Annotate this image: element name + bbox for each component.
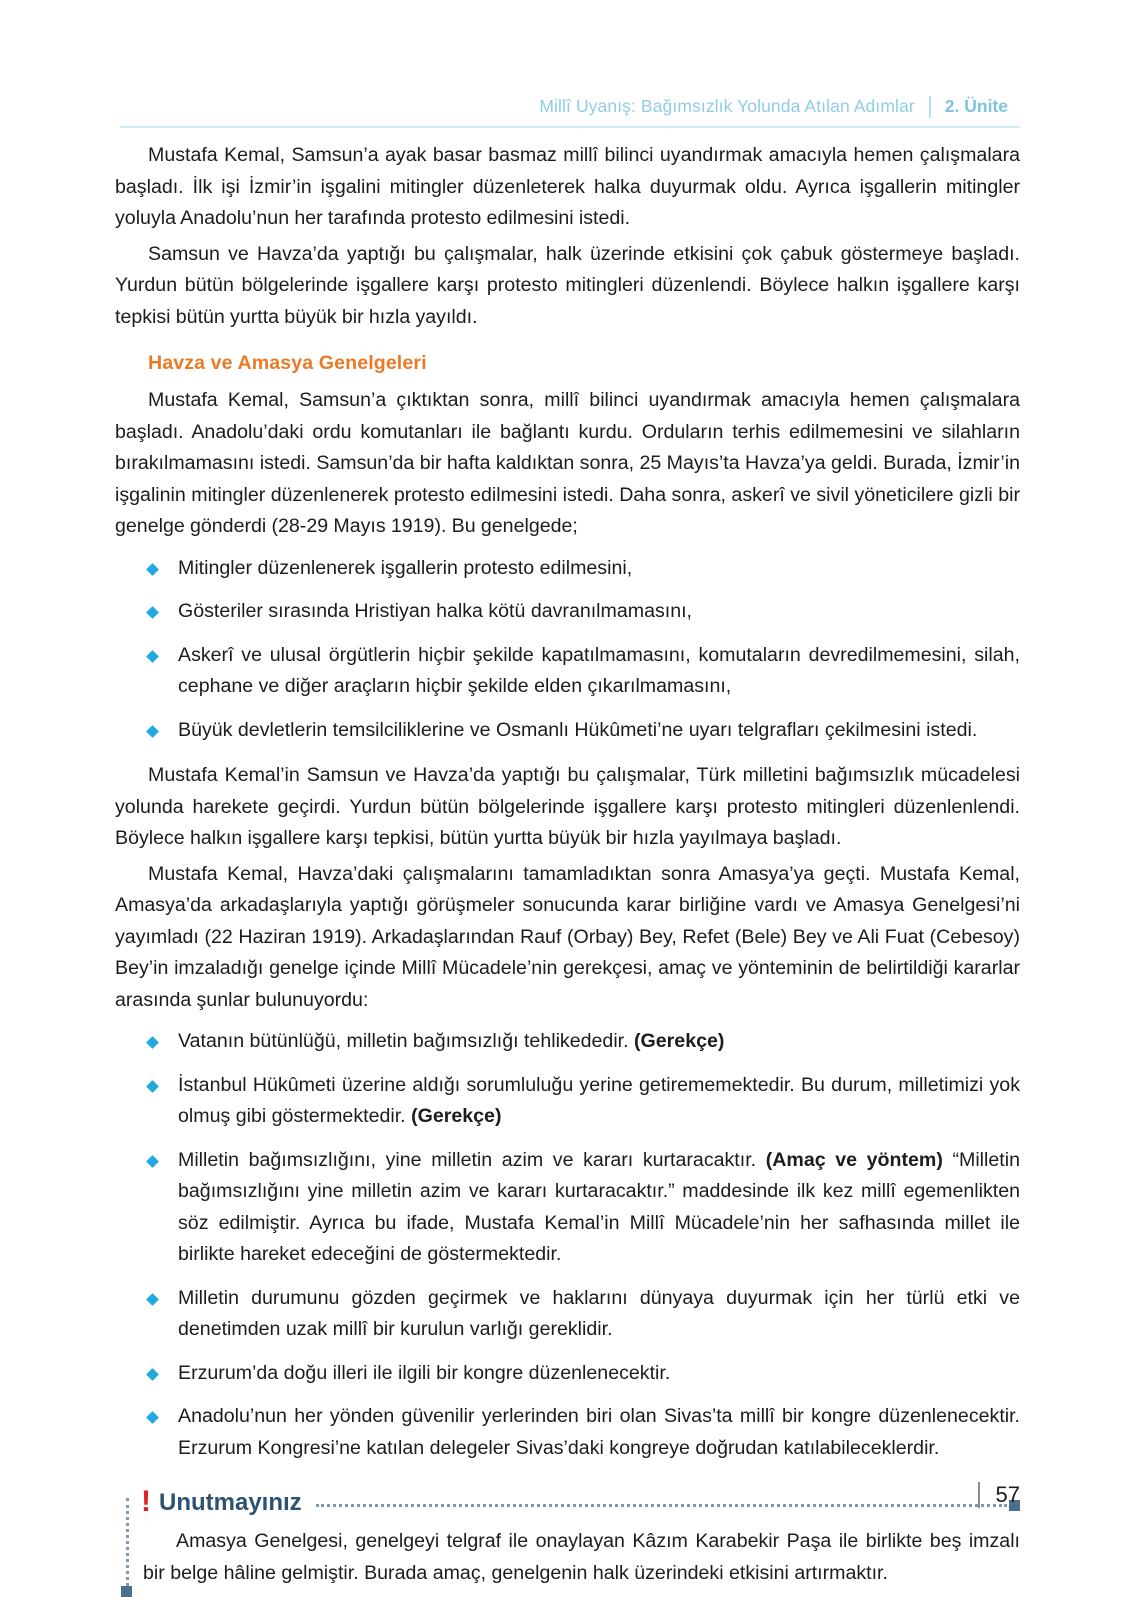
- paragraph-4: Mustafa Kemal’in Samsun ve Havza’da yaptığı bu çalışmalar, Türk milletini bağımsızlık mücadelesi yolunda harekete geçirdi. Yurdun bütün bölgelerinde işgallere karşı protesto mitingleri düzenlenlendi. Böylece halkın işgallere karşı tepkisi, bütün yurtta büyük bir hızla yayılmaya başladı.: [115, 764, 1020, 849]
- paragraph-3: Mustafa Kemal, Samsun’a çıktıktan sonra, millî bilinci uyandırmak amacıyla hemen çalışmalara başladı. Anadolu’daki ordu komutanları ile bağlantı kurdu. Orduların terhis edilmemesini ve silahların bırakılmamasını istedi. Samsun’da bir hafta kaldıktan sonra, 25 Mayıs’ta Havza’ya geldi. Burada, İzmir’in işgalinin mitingler düzenlenerek protesto edilmesini istedi. Daha sonra, askerî ve sivil yöneticilere gizli bir genelge gönderdi (28-29 Mayıs 1919). Bu genelgede;: [115, 389, 1020, 537]
- header-inner: [539, 96, 1008, 118]
- list-item-emphasis: (Gerekçe): [634, 1030, 725, 1052]
- header-divider: [929, 96, 931, 118]
- list-item: [115, 1358, 1020, 1390]
- diamond-bullet-icon: [146, 1080, 159, 1093]
- list-item-text: Milletin bağımsızlığını, yine milletin azim ve kararı kurtaracaktır.: [178, 1148, 766, 1171]
- footer-divider: [978, 1482, 980, 1508]
- list-item-text: Askerî ve ulusal örgütlerin hiçbir şekilde kapatılmamasını, komutaların devredilmemesini, silah, cephane ve diğer araçların hiçbir şekilde elden çıkarılmamasını,: [178, 643, 1020, 697]
- callout-text: Amasya Genelgesi, genelgeyi telgraf ile onaylayan Kâzım Karabekir Paşa ile birlikte beş imzalı bir belge hâline gelmiştir. Burada amaç, genelgenin halk üzerindeki etkisini artırmaktır.: [143, 1530, 1020, 1584]
- list-item: [115, 596, 1020, 628]
- callout-left-border: [126, 1498, 129, 1593]
- diamond-bullet-icon: [146, 1411, 159, 1424]
- diamond-bullet-icon: [146, 1036, 159, 1049]
- diamond-bullet-icon: [146, 650, 159, 663]
- list-item: [115, 1145, 1020, 1271]
- list-item-text-after: “Milletin bağımsızlığını yine milletin azim ve kararı kurtaracaktır.” maddesinde ilk kez millî egemenlikten söz edilmiştir. Ayrıca bu ifade, Mustafa Kemal’in Millî Mücadele’nin her safhasında millet ile birlikte hareket edeceğini de göstermektedir.: [178, 1148, 1020, 1265]
- header-unit-title: Millî Uyanış: Bağımsızlık Yolunda Atılan Adımlar: [539, 96, 915, 116]
- header-rule: [120, 126, 1020, 128]
- amasya-genelgesi-list: [115, 1026, 1020, 1464]
- list-item-text: Vatanın bütünlüğü, milletin bağımsızlığı tehlikededir.: [178, 1030, 635, 1052]
- callout-body: [141, 1526, 1020, 1589]
- list-item-text: Mitingler düzenlenerek işgallerin protesto edilmesini,: [178, 556, 633, 579]
- page-footer: [0, 1482, 1140, 1508]
- diamond-bullet-icon: [146, 1293, 159, 1306]
- list-item-text: Erzurum’da doğu illeri ile ilgili bir kongre düzenlenecektir.: [178, 1361, 671, 1384]
- callout-title: Unutmayınız: [159, 1489, 302, 1516]
- list-item: [115, 1070, 1020, 1133]
- list-item: [115, 553, 1020, 585]
- list-item-text: Milletin durumunu gözden geçirmek ve haklarını dünyaya duyurmak için her türlü etki ve denetimden uzak millî bir kurulun varlığı gereklidir.: [178, 1286, 1020, 1340]
- diamond-bullet-icon: [146, 1155, 159, 1168]
- list-item-text: Büyük devletlerin temsilciliklerine ve Osmanlı Hükûmeti’ne uyarı telgrafları çekilmesini istedi.: [178, 718, 978, 741]
- header-unit-number: 2. Ünite: [944, 96, 1008, 116]
- paragraph-1: Mustafa Kemal, Samsun’a ayak basar basmaz millî bilinci uyandırmak amacıyla hemen çalışmalara başladı. İlk işi İzmir’in işgalini mitingler düzenleterek halka duyurmak oldu. Ayrıca işgallerin mitingler yoluyla Anadolu’nun her tarafında protesto edilmesini istedi.: [115, 144, 1020, 229]
- exclamation-icon: !: [141, 1485, 151, 1518]
- list-item: [115, 1283, 1020, 1346]
- list-item-text: İstanbul Hükûmeti üzerine aldığı sorumluluğu yerine getirememektedir. Bu durum, milletimizi yok olmuş gibi göstermektedir.: [178, 1073, 1020, 1127]
- page-number: 57: [995, 1482, 1020, 1507]
- diamond-bullet-icon: [146, 1368, 159, 1381]
- page-content: [115, 140, 1020, 1589]
- list-item-emphasis: (Amaç ve yöntem): [765, 1148, 943, 1171]
- list-item: [115, 1401, 1020, 1464]
- list-item: [115, 1026, 1020, 1058]
- paragraph-5: Mustafa Kemal, Havza’daki çalışmalarını tamamladıktan sonra Amasya’ya geçti. Mustafa Kemal, Amasya’da arkadaşlarıyla yaptığı görüşmeler sonucunda karar birliğine vardı ve Amasya Genelgesi’ni yayımladı (22 Haziran 1919). Arkadaşlarından Rauf (Orbay) Bey, Refet (Bele) Bey ve Ali Fuat (Cebesoy) Bey’in imzaladığı genelge içinde Millî Mücadele’nin gerekçesi, amaç ve yönteminin de belirtildiği kararlar arasında şunlar bulunuyordu:: [115, 862, 1020, 1011]
- list-item-text: Anadolu’nun her yönden güvenilir yerlerinden biri olan Sivas’ta millî bir kongre düzenlenecektir. Erzurum Kongresi’ne katılan delegeler Sivas’daki kongreye doğrudan katılabileceklerdir.: [178, 1405, 1020, 1459]
- paragraph-2: Samsun ve Havza’da yaptığı bu çalışmalar, halk üzerinde etkisini çok çabuk göstermeye başladı. Yurdun bütün bölgelerinde işgallere karşı protesto mitingleri düzenlendi. Böylece halkın işgallere karşı tepkisi bütün yurtta büyük bir hızla yayıldı.: [115, 242, 1020, 328]
- havza-genelgesi-list: [115, 553, 1020, 747]
- section-heading-havza-amasya: Havza ve Amasya Genelgeleri: [148, 352, 427, 374]
- list-item: [115, 640, 1020, 703]
- callout-corner-marker: [121, 1586, 132, 1597]
- diamond-bullet-icon: [146, 563, 159, 576]
- diamond-bullet-icon: [146, 606, 159, 619]
- list-item-emphasis: (Gerekçe): [411, 1105, 502, 1127]
- list-item-text: Gösteriler sırasında Hristiyan halka kötü davranılmamasını,: [178, 600, 693, 622]
- diamond-bullet-icon: [146, 725, 159, 738]
- list-item: [115, 715, 1020, 747]
